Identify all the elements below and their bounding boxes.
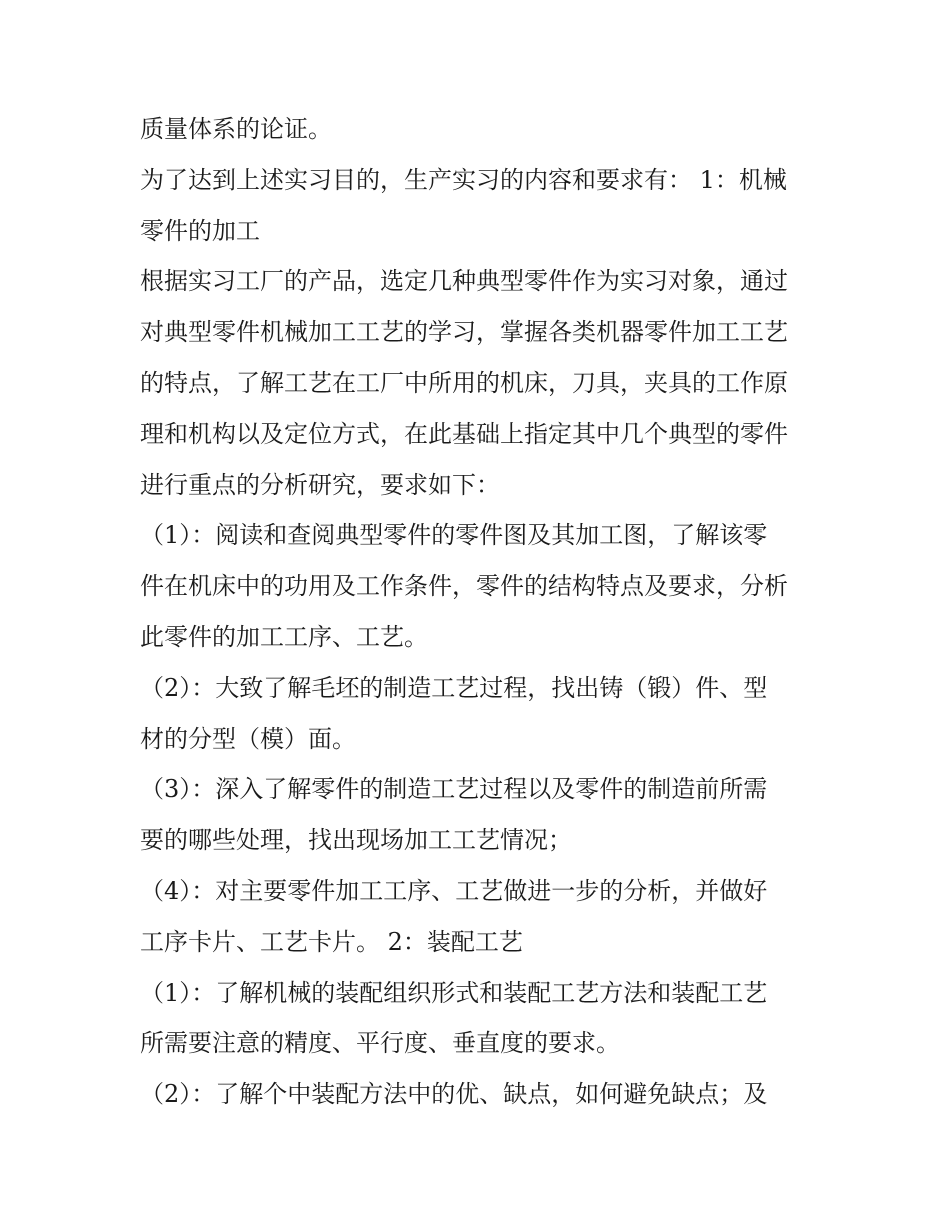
text-line: （3）：深入了解零件的制造工艺过程以及零件的制造前所需	[140, 775, 768, 804]
text-line: （2）：了解个中装配方法中的优、缺点，如何避免缺点；及	[140, 1080, 768, 1109]
text-line: 此零件的加工工序、工艺。	[140, 622, 428, 651]
text-line: 对典型零件机械加工工艺的学习，掌握各类机器零件加工工艺	[140, 318, 788, 347]
text-line: 质量体系的论证。	[140, 115, 332, 143]
text-line: （2）：大致了解毛坯的制造工艺过程，找出铸（锻）件、型	[140, 673, 768, 702]
text-line: 进行重点的分析研究，要求如下：	[140, 470, 500, 499]
text-line: 要的哪些处理，找出现场加工工艺情况；	[140, 826, 572, 855]
text-line: 的特点，了解工艺在工厂中所用的机床，刀具，夹具的工作原	[140, 368, 788, 397]
text-line: 件在机床中的功用及工作条件，零件的结构特点及要求，分析	[140, 572, 788, 601]
text-line: 所需要注意的精度、平行度、垂直度的要求。	[140, 1029, 620, 1058]
text-line: （1）：了解机械的装配组织形式和装配工艺方法和装配工艺	[140, 978, 768, 1007]
body-text	[140, 104, 820, 1120]
text-line: 材的分型（模）面。	[140, 724, 356, 753]
text-line: 为了达到上述实习目的，生产实习的内容和要求有： 1：机械	[140, 165, 787, 194]
text-line: （4）：对主要零件加工工序、工艺做进一步的分析，并做好	[140, 876, 768, 905]
text-line: 理和机构以及定位方式，在此基础上指定其中几个典型的零件	[140, 419, 788, 448]
text-line: （1）：阅读和查阅典型零件的零件图及其加工图，了解该零	[140, 521, 768, 550]
text-line: 零件的加工	[140, 216, 260, 245]
text-line: 工序卡片、工艺卡片。 2：装配工艺	[140, 927, 523, 956]
text-line: 根据实习工厂的产品，选定几种典型零件作为实习对象，通过	[140, 267, 788, 296]
